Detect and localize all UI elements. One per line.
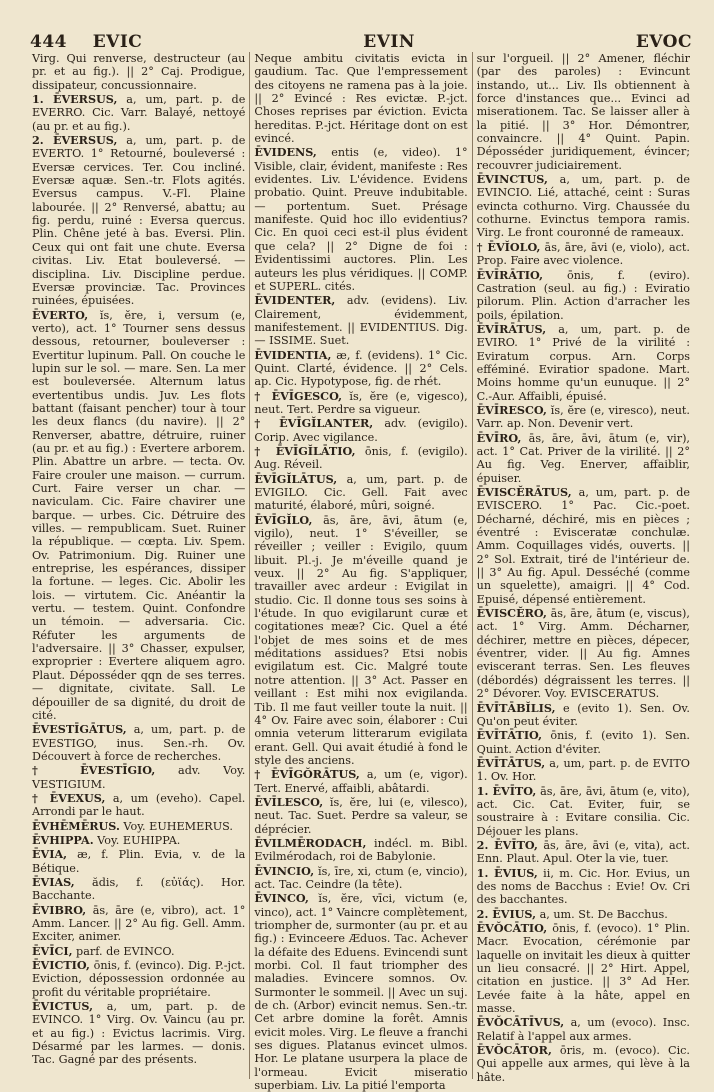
entry-headword: ĒVICTIO, [32, 958, 90, 973]
entry-definition: a, um, part. p. de EVIRO. 1° Privé de la virilité : Eviratum corpus. Arn. Corps efféminé. Eviratior spadone. Mart. Moins homme qu'un eunuque. || 2° C.-Aur. Affaibli, épuisé. [476, 322, 690, 403]
column-right [472, 52, 694, 1084]
entry-definition: a, um, part. p. de EVERRO. Cic. Varr. Balayé, nettoyé (au pr. et au fig.). [32, 93, 246, 133]
entry-headword: ĒVĪRĀTUS, [476, 321, 547, 336]
columns [28, 52, 694, 1092]
entry-definition: ās, āre, āvi, ātum (e, vito), act. Cic. Cat. Eviter, fuir, se soustraire à : Evitare consilia. Cic. Déjouer les plans. [476, 784, 690, 838]
dictionary-entry [477, 607, 690, 700]
dictionary-entry [477, 173, 690, 240]
entry-headword: † ĒVĪGESCO, [254, 388, 343, 403]
entry-headword: ĒVĪTĀBĬLIS, [476, 700, 556, 715]
entry-definition: ĭs, ĕre (e, viresco), neut. Varr. ap. Non. Devenir vert. [476, 403, 690, 431]
entry-headword: ĒVIA, [32, 847, 68, 862]
entry-headword: ĒVĪTĀTIO, [476, 728, 543, 743]
entry-headword: ĒVISCĔRO, [476, 606, 547, 621]
entry-headword: † ĒVEXUS, [32, 790, 106, 805]
entry-headword: ĒVERTO, [32, 307, 89, 322]
entry-headword: ĒVĪGĬLĀTUS, [254, 471, 338, 486]
entry-definition: ădis, f. (εὐϊάς). Hor. Bacchante. [32, 875, 246, 903]
dictionary-entry [477, 269, 690, 322]
dictionary-entry [32, 945, 245, 958]
entry-definition: a, um, part. p. de EVISCERO. 1° Pac. Cic.-poet. Décharné, déchiré, mis en pièces ; éventré : Evisceratæ conchulæ. Amm. Coquillages vidés, ouverts. || 2° Sol. Extrait, tiré de l'intérieur de. || 3° Au fig. Apul. Desséché (comme un squelette), amaigri. || 4° Cod. Epuisé, dépensé entièrement. [476, 486, 690, 606]
dictionary-entry [477, 241, 690, 268]
entry-definition: ii, m. Cic. Hor. Evius, un des noms de Bacchus : Evie! Ov. Cri des bacchantes. [476, 866, 690, 907]
dictionary-entry [254, 837, 467, 864]
column-left [28, 52, 249, 1079]
entry-definition: ōnis, f. (evito 1). Sen. Quint. Action d'éviter. [476, 729, 690, 756]
entry-definition: ōnis, f. (evigilo). Aug. Réveil. [254, 444, 468, 472]
dictionary-entry [32, 1000, 245, 1067]
dictionary-entry [254, 892, 467, 1092]
entry-headword: ĒVĪRO, [476, 430, 522, 445]
entry-definition: ōnis, f. (eviro). Castration (seul. au fig.) : Eviratio pilorum. Plin. Action d'arracher les poils, épilation. [476, 268, 690, 322]
dictionary-entry [254, 865, 467, 892]
dictionary-entry [254, 146, 467, 293]
entry-definition: a, um, part. p. de EVIGILO. Cic. Gell. Fait avec maturité, élaboré, mûri, soigné. [254, 472, 468, 513]
dictionary-entry [32, 52, 245, 92]
dictionary-entry [254, 514, 467, 768]
entry-definition: a, um, part. p. de EVINCO. 1° Virg. Ov. Vaincu (au pr. et au fig.) : Evictus lacrimis. Virg. Désarmé par les larmes. — donis. Tac. Gagné par des présents. [32, 1000, 246, 1067]
entry-definition: Voy. EUHIPPA. [93, 833, 181, 847]
dictionary-entry [477, 867, 690, 907]
dictionary-entry [32, 309, 245, 723]
entry-headword: ĒVINCIO, [254, 863, 315, 878]
dictionary-entry [477, 486, 690, 606]
entry-headword: ĒVĪRESCO, [476, 402, 547, 417]
entry-definition: a, um (e, vigor). Tert. Enervé, affaibli, abâtardi. [254, 768, 468, 795]
right-guide-word: EVOC [635, 32, 692, 52]
entry-headword: ĒVILMĒRODACH, [254, 835, 367, 850]
entry-definition: a, um (eveho). Capel. Arrondi par le haut. [32, 791, 246, 819]
dictionary-entry [254, 768, 467, 795]
entry-definition: e (evito 1). Sen. Ov. Qu'on peut éviter. [476, 701, 690, 728]
entry-definition: ās, āre, āvi, ātum (e, vigilo), neut. 1° S'éveiller, se réveiller ; veiller : Evigilo, quum libuit. Pl.-j. Je m'éveille quand je veux. || 2° Au fig. S'appliquer, travailler avec ardeur : Evigilat in studio. Cic. Il donne tous ses soins à l'étude. In quo evigilarunt curæ et cogitationes meæ? Cic. Quel a été l'objet de mes soins et de mes méditations assidues? Etsi nobis evigilatum est. Cic. Malgré toute notre attention. || 3° Act. Passer en veillant : Est mihi nox evigilanda. Tib. Il me faut veiller toute la nuit. || 4° Ov. Faire avec soin, élaborer : Cui omnia veterum litterarum evigilata erant. Gell. Qui avait étudié à fond le style des anciens. [254, 513, 468, 767]
entry-headword: † ĒVĪGĬLANTER, [254, 416, 374, 431]
entry-headword: † ĒVESTĪGIO, [32, 763, 156, 778]
dictionary-entry [254, 390, 467, 417]
entry-headword: 1. ĒVIUS, [476, 865, 538, 880]
dictionary-entry [32, 723, 245, 763]
entry-definition: entis (e, video). 1° Visible, clair, évident, manifeste : Res evidentes. Liv. L'évidence. Evidens probatio. Quint. Preuve indubitable. — portentum. Suet. Présage manifeste. Quid hoc illo evidentius? Cic. En quoi ceci est-il plus évident que cela? || 2° Digne de foi : Evidentissimi auctores. Plin. Les auteurs les plus véridiques. || COMP. et SUPERL. cités. [254, 146, 468, 293]
entry-headword: ĒVĪGĬLO, [254, 512, 313, 527]
header-left [30, 32, 142, 52]
dictionary-entry [477, 839, 690, 866]
dictionary-entry [254, 52, 467, 145]
entry-headword: ĒVIBRO, [32, 902, 87, 917]
dictionary-entry [32, 834, 245, 847]
entry-definition: a, um, part. p. de EVESTIGO, inus. Sen.-rh. Ov. Découvert à force de recherches. [32, 723, 246, 763]
dictionary-entry [254, 796, 467, 836]
entry-definition: ōris, m. (evoco). Cic. Qui appelle aux armes, qui lève à la hâte. [476, 1044, 690, 1084]
entry-definition: Neque ambitu civitatis evicta in gaudium. Tac. Que l'empressement des citoyens ne ramena pas à la joie. || 2° Evincé : Res evictæ. P.-jct. Choses reprises par éviction. Evicta hereditas. P.-jct. Héritage dont on est evincé. [254, 52, 468, 146]
entry-headword: 2. ĒVĪTO, [476, 837, 538, 852]
dictionary-entry [32, 792, 245, 819]
entry-definition: ōnis, f. (evinco). Dig. P.-jct. Eviction, dépossession ordonnée au profit du véritable propriétaire. [32, 959, 246, 999]
entry-headword: ĒVŎCĀTĪVUS, [476, 1015, 565, 1030]
entry-definition: ĭs, ĕre, i, versum (e, verto), act. 1° Tourner sens dessus dessous, retourner, bouleverser : Evertitur lupinum. Pall. On couche le lupin sur le sol. — mare. Sen. La mer est bouleversée. Alternum latus evertentibus undis. Juv. Les flots battant (faisant pencher) tour à tour les deux flancs (du navire). || 2° Renverser, abattre, détruire, ruiner (au pr. et au fig.) : Evertere arborem. Plin. Abattre un arbre. — tecta. Ov. Faire crouler une maison. — currum. Curt. Faire verser un char. — naviculam. Cic. Faire chavirer une barque. — urbes. Cic. Détruire des villes. — rempublicam. Suet. Ruiner la république. — cœpta. Liv. Spem. Ov. Patrimonium. Dig. Ruiner une entreprise, les espérances, dissiper la fortune. — leges. Cic. Abolir les lois. — virtutem. Cic. Anéantir la vertu. — testem. Quint. Confondre un témoin. — adversaria. Cic. Réfuter les arguments de l'adversaire. || 3° Chasser, expulser, exproprier : Evertere aliquem agro. Plaut. Déposséder qqn de ses terres. — dignitate, civitate. Sall. Le dépouiller de sa dignité, du droit de cité. [32, 308, 246, 722]
dictionary-entry [477, 1044, 690, 1084]
entry-definition: æ, f. (evidens). 1° Cic. Quint. Clarté, évidence. || 2° Cels. ap. Cic. Hypotypose, fig. de rhét. [254, 348, 468, 389]
entry-headword: ĒVINCO, [254, 891, 309, 906]
entry-definition: ās, āre, āvi (e, violo), act. Prop. Faire avec violence. [476, 240, 690, 268]
entry-definition: ĭs, ĕre, vīci, victum (e, vinco), act. 1° Vaincre complètement, triompher de, surmonter (au pr. et au fig.) : Evinceere Æduos. Tac. Achever la défaite des Eduens. Evincendi sunt morbi. Col. Il faut triompher des maladies. Evincere somnos. Ov. Surmonter le sommeil. || Avec un suj. de ch. (Arbor) evincit nemus. Sen.-tr. Cet arbre domine la forêt. Amnis evicit moles. Virg. Le fleuve a franchi ses digues. Platanus evincet ulmos. Hor. Le platane usurpera la place de l'ormeau. Evicit miseratio superbiam. Liv. La pitié l'emporta [254, 892, 468, 1092]
dictionary-entry [477, 757, 690, 784]
dictionary-entry [477, 404, 690, 431]
entry-headword: ĒVIDENTER, [254, 293, 336, 308]
entry-headword: ĒVĪLESCO, [254, 794, 324, 809]
entry-headword: ĒVĪCI, [32, 943, 73, 958]
entry-definition: a, um, part. p. de EVITO 1. Ov. Hor. [476, 756, 690, 784]
entry-definition: ĭs, ĕre, lui (e, vilesco), neut. Tac. Suet. Perdre sa valeur, se déprécier. [254, 795, 468, 836]
dictionary-entry [477, 1016, 690, 1043]
entry-headword: ĒVIAS, [32, 874, 75, 889]
entry-definition: ās, āre (e, vibro), act. 1° Amm. Lancer. || 2° Au fig. Gell. Amm. Exciter, animer. [32, 903, 246, 944]
dictionary-entry [477, 432, 690, 485]
dictionary-entry [32, 820, 245, 833]
entry-definition: sur l'orgueil. || 2° Amener, fléchir (par des paroles) : Evincunt instando, ut... Liv. Ils obtiennent à force d'instances que... Evinci ad miserationem. Tac. Se laisser aller à la pitié. || 3° Hor. Démontrer, convaincre. || 4° Quint. Papin. Déposséder juridiquement, évincer; recouvrer judiciairement. [476, 52, 690, 172]
dictionary-entry [32, 904, 245, 944]
entry-definition: parf. de EVINCO. [72, 944, 175, 958]
entry-definition: a, um. St. De Bacchus. [536, 907, 668, 921]
dictionary-entry [32, 876, 245, 903]
entry-definition: a, um (evoco). Insc. Relatif à l'appel aux armes. [476, 1016, 690, 1043]
entry-headword: ĒVISCĔRĀTUS, [476, 485, 572, 499]
dictionary-entry [254, 445, 467, 472]
left-guide-word: EVIC [92, 32, 143, 52]
entry-definition: æ, f. Plin. Evia, v. de la Bétique. [32, 848, 246, 875]
dictionary-entry [477, 922, 690, 1015]
entry-headword: † ĒVĪGŎRĀTUS, [254, 767, 360, 782]
dictionary-entry [477, 702, 690, 729]
page-number: 444 [30, 32, 67, 52]
entry-headword: ĒVIDENS, [254, 145, 317, 160]
dictionary-entry [477, 729, 690, 756]
entry-definition: ōnis, f. (evoco). 1° Plin. Macr. Evocation, cérémonie par laquelle on invitait les dieux à quitter un lieu consacré. || 2° Hirt. Appel, citation en justice. || 3° Ad Her. Levée faite à la hâte, appel en masse. [476, 922, 690, 1016]
dictionary-entry [32, 93, 245, 133]
entry-headword: ĒVIDENTIA, [254, 347, 332, 362]
entry-definition: adv. (evigilo). Corip. Avec vigilance. [254, 417, 468, 444]
entry-definition: Voy. EUHEMERUS. [119, 819, 233, 833]
entry-headword: 1. ĒVERSUS, [32, 92, 118, 107]
dictionary-entry [477, 785, 690, 838]
dictionary-entry [32, 848, 245, 875]
entry-headword: ĒVICTUS, [32, 999, 94, 1014]
dictionary-entry [477, 323, 690, 403]
dictionary-entry [254, 473, 467, 513]
entry-headword: ĒVĪTĀTUS, [476, 755, 546, 770]
column-middle [249, 52, 471, 1092]
entry-headword: 1. ĒVĪTO, [476, 783, 537, 798]
dictionary-entry [32, 959, 245, 999]
entry-headword: 2. ĒVERSUS, [32, 133, 118, 148]
dictionary-entry [477, 52, 690, 172]
entry-headword: ĒVESTĪGĀTUS, [32, 722, 127, 737]
entry-definition: ĭs, ĕre (e, vigesco), neut. Tert. Perdre sa vigueur. [254, 389, 468, 416]
dictionary-entry [32, 764, 245, 791]
entry-definition: adv. Voy. VESTIGIUM. [32, 764, 246, 791]
dictionary-entry [254, 294, 467, 347]
entry-headword: ĒVŎCĀTOR, [476, 1043, 552, 1058]
dictionary-entry [254, 349, 467, 389]
entry-headword: ĒVINCTUS, [476, 172, 548, 187]
entry-definition: ĭs, īre, xi, ctum (e, vincio), act. Tac. Ceindre (la tête). [254, 864, 468, 891]
center-guide-word: EVIN [363, 32, 415, 52]
entry-definition: indécl. m. Bibl. Evilmérodach, roi de Babylonie. [254, 836, 468, 864]
entry-definition: ās, āre, āvi (e, vita), act. Enn. Plaut. Apul. Oter la vie, tuer. [476, 838, 690, 866]
entry-headword: ĒVĪRĀTIO, [476, 267, 544, 282]
entry-headword: † ĒVĪGĬLĀTIO, [254, 443, 356, 458]
entry-definition: a, um, part. p. de EVERTO. 1° Retourné, bouleversé : Eversæ cervices. Ter. Cou incliné. Eversæ aquæ. Sen.-tr. Flots agités. Eversus campus. V.-Fl. Plaine labourée. || 2° Renversé, abattu; au fig. perdu, ruiné : Eversa quercus. Plin. Chêne jeté à bas. Eversi. Plin. Ceux qui ont fait une chute. Eversa civitas. Liv. Etat bouleversé. — disciplina. Liv. Discipline perdue. Eversæ provinciæ. Tac. Provinces ruinées, épuisées. [32, 134, 246, 308]
entry-headword: ĒVHIPPA. [32, 832, 94, 847]
dictionary-entry [477, 908, 690, 921]
entry-definition: a, um, part. p. de EVINCIO. Lié, attaché, ceint : Suras evincta cothurno. Virg. Chaussée du cothurne. Evinctus tempora ramis. Virg. Le front couronné de rameaux. [476, 173, 690, 240]
entry-definition: adv. (evidens). Liv. Clairement, évidemment, manifestement. || EVIDENTIUS. Dig. — ISSIME. Suet. [254, 294, 468, 348]
entry-definition: ās, āre, ātum (e, viscus), act. 1° Virg. Amm. Décharner, déchirer, mettre en pièces, dépecer, éventrer, vider. || Au fig. Amnes eviscerant terras. Sen. Les fleuves (débordés) dégraissent les terres. || 2° Dévorer. Voy. EVISCERATUS. [476, 607, 690, 701]
entry-definition: ās, āre, āvi, ātum (e, vir), act. 1° Cat. Priver de la virilité. || 2° Au fig. Veg. Enerver, affaiblir, épuiser. [476, 431, 690, 485]
entry-headword: 2. ĒVIUS, [476, 906, 537, 921]
dictionary-entry [32, 134, 245, 307]
entry-definition: Virg. Qui renverse, destructeur (au pr. et au fig.). || 2° Caj. Prodigue, dissipateur, concussionnaire. [32, 52, 246, 92]
entry-headword: † ĒVĬOLO, [476, 239, 541, 254]
entry-headword: ĒVŎCĀTIO, [476, 921, 548, 935]
entry-headword: ĒVHĒMĒRUS. [32, 818, 120, 833]
dictionary-entry [254, 417, 467, 444]
page-header [30, 32, 692, 52]
